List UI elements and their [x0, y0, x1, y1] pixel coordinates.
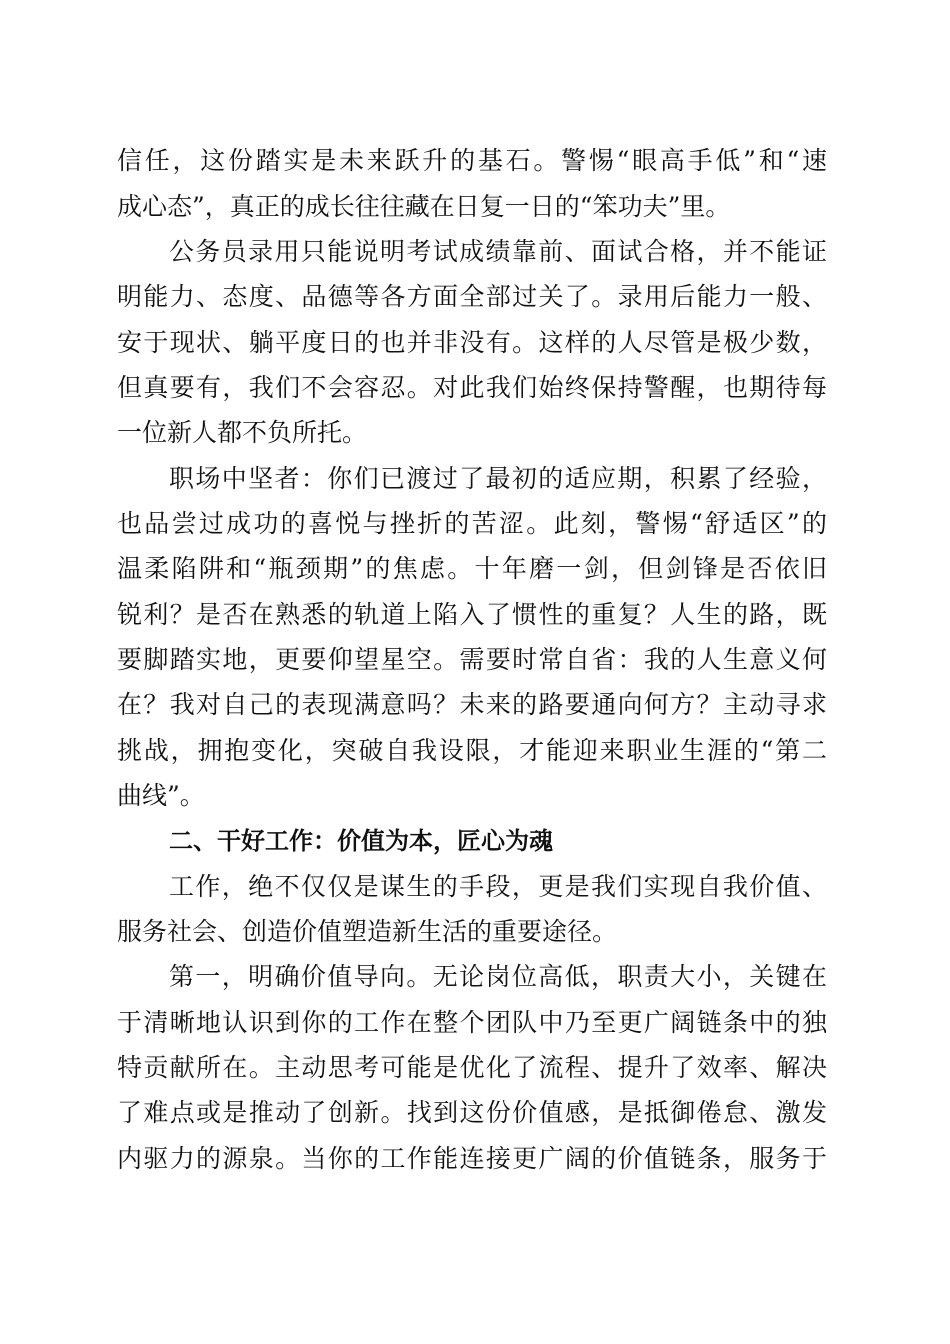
section-heading: 二、干好工作：价值为本，匠心为魂	[169, 827, 553, 855]
body-text-line: 第一，明确价值导向。无论岗位高低，职责大小，关键在	[169, 962, 827, 991]
body-text-line: 服务社会、创造价值塑造新生活的重要途径。	[117, 917, 618, 946]
body-text-line: 曲线”。	[117, 781, 205, 810]
body-text-line: 工作，绝不仅仅是谋生的手段，更是我们实现自我价值、	[169, 872, 827, 901]
body-text-line: 但真要有，我们不会容忍。对此我们始终保持警醒，也期待每	[117, 373, 827, 402]
body-text-line: 职场中坚者：你们已渡过了最初的适应期，积累了经验，	[169, 464, 827, 493]
body-text-line: 一位新人都不负所托。	[117, 418, 368, 447]
body-text-line: 挑战，拥抱变化，突破自我设限，才能迎来职业生涯的“第二	[117, 736, 827, 765]
body-text-line: 也品尝过成功的喜悦与挫折的苦涩。此刻，警惕“舒适区”的	[117, 509, 827, 538]
body-text-line: 在？我对自己的表现满意吗？未来的路要通向何方？主动寻求	[117, 690, 827, 719]
body-text-line: 内驱力的源泉。当你的工作能连接更广阔的价值链条，服务于	[117, 1144, 827, 1173]
body-text-line: 于清晰地认识到你的工作在整个团队中乃至更广阔链条中的独	[117, 1008, 827, 1037]
body-text-line: 要脚踏实地，更要仰望星空。需要时常自省：我的人生意义何	[117, 645, 827, 674]
body-text-line: 信任，这份踏实是未来跃升的基石。警惕“眼高手低”和“速	[117, 146, 827, 175]
body-text-line: 了难点或是推动了创新。找到这份价值感，是抵御倦怠、激发	[117, 1098, 827, 1127]
body-text-line: 特贡献所在。主动思考可能是优化了流程、提升了效率、解决	[117, 1053, 827, 1082]
body-text-line: 温柔陷阱和“瓶颈期”的焦虑。十年磨一剑，但剑锋是否依旧	[117, 554, 827, 583]
body-text-line: 明能力、态度、品德等各方面全部过关了。录用后能力一般、	[117, 282, 827, 311]
body-text-line: 锐利？是否在熟悉的轨道上陷入了惯性的重复？人生的路，既	[117, 600, 827, 629]
body-text-line: 安于现状、躺平度日的也并非没有。这样的人尽管是极少数，	[117, 328, 827, 357]
body-text-line: 公务员录用只能说明考试成绩靠前、面试合格，并不能证	[169, 237, 827, 266]
body-text-line: 成心态”，真正的成长往往藏在日复一日的“笨功夫”里。	[117, 192, 731, 221]
